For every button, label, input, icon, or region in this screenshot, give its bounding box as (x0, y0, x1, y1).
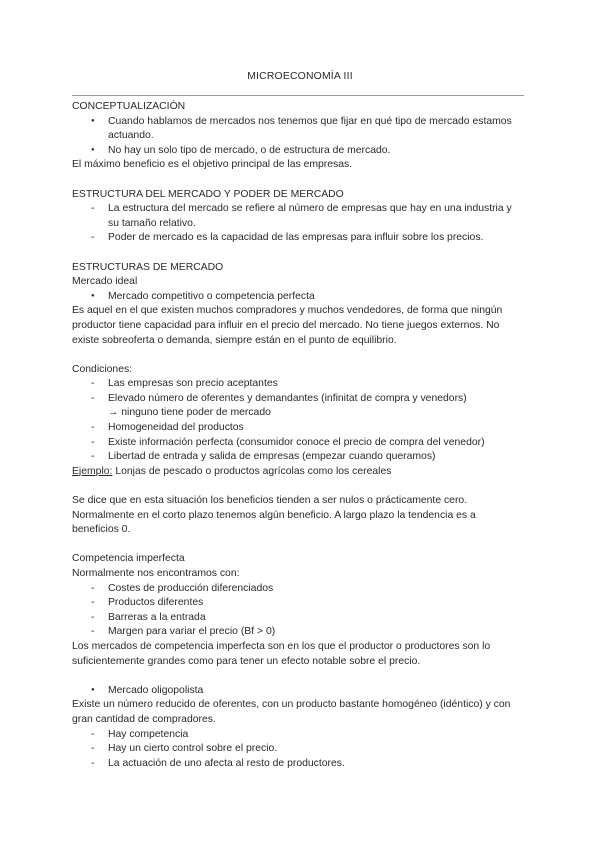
list-item: ● Mercado competitivo o competencia perfecta (72, 290, 524, 305)
bullet-icon (91, 684, 101, 700)
list-item: - Barreras a la entrada (72, 611, 524, 626)
paragraph: El máximo beneficio es el objetivo principal de las empresas. (72, 159, 353, 171)
example-label: Ejemplo: (72, 465, 113, 477)
dash-icon: - (91, 378, 95, 390)
list-item: - Poder de mercado es la capacidad de las empresas para influir sobre los precios. (72, 231, 524, 246)
section-heading-estructura: ESTRUCTURA DEL MERCADO Y PODER DE MERCADO (72, 188, 344, 200)
dash-icon: - (91, 728, 95, 740)
dash-icon: - (91, 392, 95, 404)
paragraph: Los mercados de competencia imperfecta son en los que el productor o productores son lo suficientemente grandes como para tener un efecto notable sobre el precio. (72, 640, 491, 667)
document-title: MICROECONOMÍA III (247, 71, 353, 82)
dash-icon: - (91, 757, 95, 769)
section-heading-conceptualizacion: CONCEPTUALIZACIÓN (72, 101, 186, 112)
dash-icon: - (91, 436, 95, 448)
list-item: - Libertad de entrada y salida de empresas (empezar cuando queramos) (72, 450, 524, 465)
list-item: - Costes de producción diferenciados (72, 582, 524, 597)
bullet-icon (91, 144, 101, 160)
dash-icon: - (91, 203, 95, 215)
example-line: Ejemplo: Lonjas de pescado o productos agrícolas como los cereales (72, 465, 392, 477)
arrow-note: → ninguno tiene poder de mercado (108, 407, 271, 419)
list-item: - La estructura del mercado se refiere al número de empresas que hay en una industria y su tamaño relativo. (91, 203, 512, 229)
dash-icon: - (91, 422, 95, 434)
bullet-icon (91, 290, 101, 306)
dash-icon: - (91, 743, 95, 755)
dash-icon: - (91, 451, 95, 463)
bullet-icon (91, 115, 101, 131)
list-item: - Productos diferentes (72, 596, 524, 611)
paragraph: Existe un número reducido de oferentes, con un producto bastante homogéneo (idéntico) y con gran cantidad de compradores. (72, 699, 511, 725)
list-item: - Existe información perfecta (consumidor conoce el precio de compra del venedor) (72, 436, 524, 451)
subheading: Competencia imperfecta (72, 553, 185, 565)
list-item: - Elevado número de oferentes y demandantes (infinitat de compra y venedors) (72, 392, 524, 407)
list-item: - Hay competencia (72, 728, 524, 743)
dash-icon: - (91, 582, 95, 594)
dash-icon: - (91, 611, 95, 623)
list-item: - Hay un cierto control sobre el precio. (72, 742, 524, 757)
list-item: - Homogeneidad del productos (72, 421, 524, 436)
paragraph: Normalmente nos encontramos con: (72, 568, 240, 579)
dash-icon: - (91, 232, 95, 244)
dash-icon: - (91, 626, 95, 638)
subheading: Condiciones: (72, 363, 133, 375)
paragraph: Se dice que en esta situación los beneficios tienden a ser nulos o prácticamente cero. Normalmente en el corto plazo tenemos algún beneficio. A largo plazo la tendencia es a beneficios 0. (72, 495, 476, 536)
list-item: - La actuación de uno afecta al resto de productores. (72, 757, 524, 772)
paragraph: Es aquel en el que existen muchos compradores y muchos vendedores, de forma que ningún productor tiene capacidad para influir en el precio del mercado. No tiene juegos externos. No existe sobreoferta o demanda, siempre están en el punto de equilibrio. (72, 305, 503, 346)
document-body (72, 100, 524, 771)
list-item: - Margen para variar el precio (Bf > 0) (72, 625, 524, 640)
list-item: ● Mercado oligopolista (72, 684, 524, 699)
subheading: Mercado ideal (72, 276, 138, 288)
list-item: ● Cuando hablamos de mercados nos tenemos que fijar en qué tipo de mercado estamos actuando. (72, 115, 524, 144)
dash-icon: - (91, 597, 95, 609)
title-underline (72, 95, 524, 96)
section-heading-estructuras: ESTRUCTURAS DE MERCADO (72, 261, 224, 273)
list-item: ● No hay un solo tipo de mercado, o de estructura de mercado. (72, 144, 524, 159)
list-item: - Las empresas son precio aceptantes (72, 377, 524, 392)
